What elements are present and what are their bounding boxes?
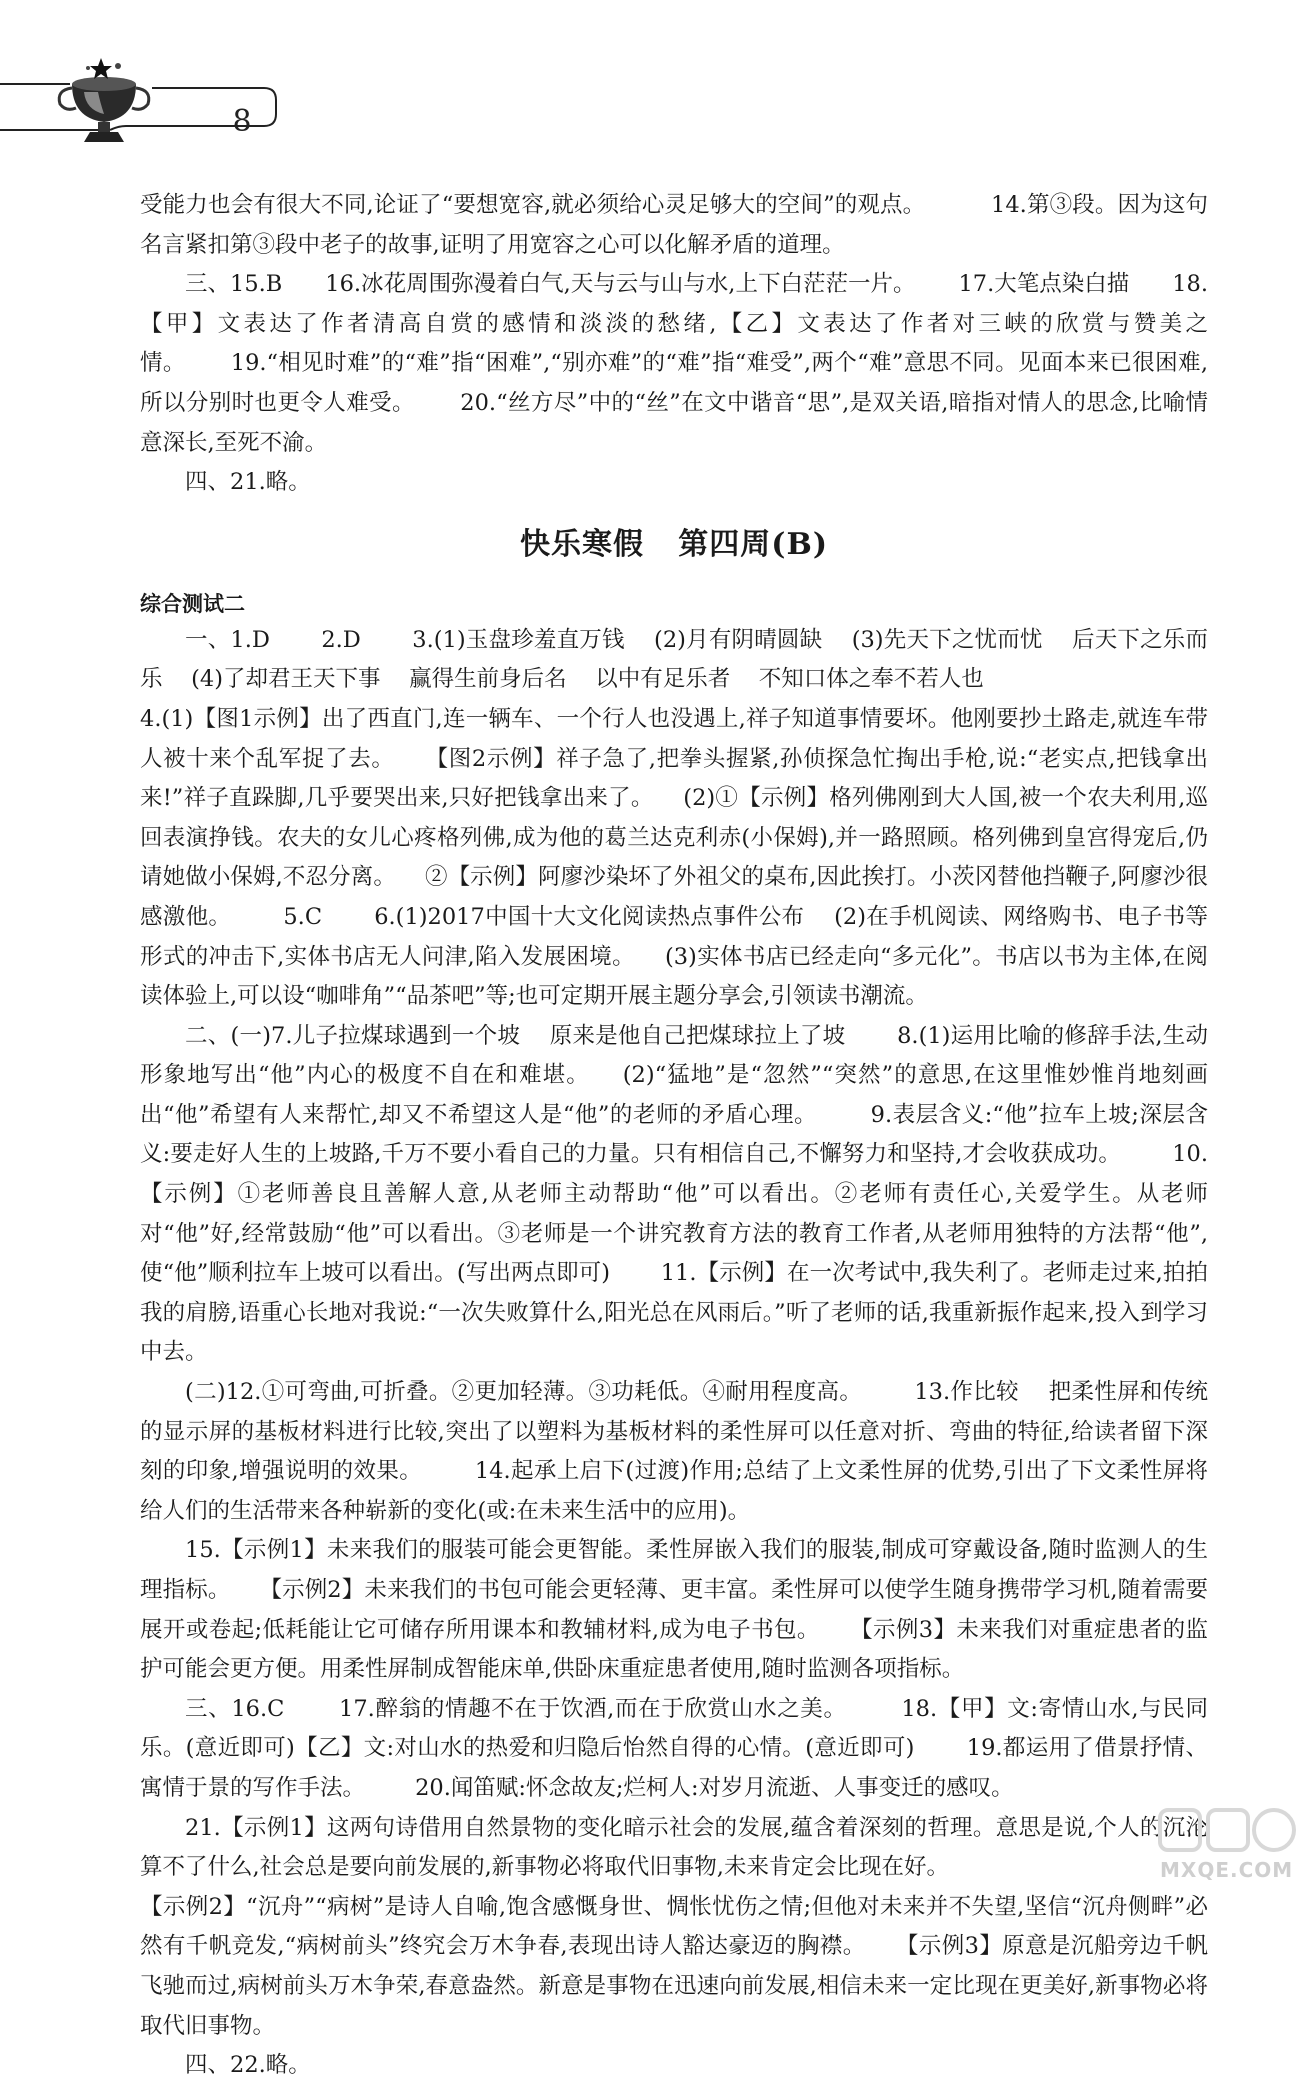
paragraph: (二)12.①可弯曲,可折叠。②更加轻薄。③功耗低。④耐用程度高。 13.作比较 把柔性屏和传统的显示屏的基板材料进行比较,突出了以塑料为基板材料的柔性屏可以任意对折、弯曲的特征,给读者留下深刻的印象,增强说明的效果。 14.起承上启下(过渡)作用;总结了上文柔性屏的优势,引出了下文柔性屏将给人们的生活带来各种崭新的变化(或:在未来生活中的应用)。: [140, 1379, 1208, 1524]
paragraph: 21.【示例1】这两句诗借用自然景物的变化暗示社会的发展,蕴含着深刻的哲理。意思是说,个人的沉沦算不了什么,社会总是要向前发展的,新事物必将取代旧事物,未来肯定会比现在好。: [140, 1814, 1208, 1881]
subsection-heading: 综合测试二: [140, 591, 245, 616]
paragraph: 三、16.C 17.醉翁的情趣不在于饮酒,而在于欣赏山水之美。 18.【甲】文:寄情山水,与民同乐。(意近即可)【乙】文:对山水的热爱和归隐后怡然自得的心情。(意近即可) 19.都运用了借景抒情、寓情于景的写作手法。 20.闻笛赋:怀念故友;烂柯人:对岁月流逝、人事变迁的感叹。: [140, 1695, 1208, 1801]
page-header: [0, 0, 1314, 170]
paragraph: 一、1.D 2.D 3.(1)玉盘珍羞直万钱 (2)月有阴晴圆缺 (3)先天下之忧而忧 后天下之乐而乐 (4)了却君王天下事 赢得生前身后名 以中有足乐者 不知口体之奉不若人也: [140, 626, 1208, 693]
paragraph: 【示例2】“沉舟”“病树”是诗人自喻,饱含感慨身世、惆怅忧伤之情;但他对未来并不失望,坚信“沉舟侧畔”必然有千帆竞发,“病树前头”终究会万木争春,表现出诗人豁达豪迈的胸襟。 【示例3】原意是沉船旁边千帆飞驰而过,病树前头万木争荣,春意盎然。新意是事物在迅速向前发展,相信未来一定比现在更美好,新事物必将取代旧事物。: [140, 1893, 1208, 2039]
paragraph: 四、21.略。: [185, 469, 311, 496]
trophy-icon: [0, 0, 300, 170]
page-number: 8: [232, 104, 252, 139]
answer-content: [140, 186, 1208, 2086]
watermark-text: MXQE.COM: [1160, 1858, 1294, 1882]
paragraph: 四、22.略。: [185, 2052, 311, 2079]
paragraph: 4.(1)【图1示例】出了西直门,连一辆车、一个行人也没遇上,祥子知道事情要坏。他刚要抄土路走,就连车带人被十来个乱军捉了去。 【图2示例】祥子急了,把拳头握紧,孙侦探急忙掏出手枪,说:“老实点,把钱拿出来!”祥子直跺脚,几乎要哭出来,只好把钱拿出来了。 (2)①【示例】格列佛刚到大人国,被一个农夫利用,巡回表演挣钱。农夫的女儿心疼格列佛,成为他的葛兰达克利赤(小保姆),并一路照顾。格列佛到皇宫得宠后,仍请她做小保姆,不忍分离。 ②【示例】阿廖沙染坏了外祖父的桌布,因此挨打。小茨冈替他挡鞭子,阿廖沙很感激他。 5.C 6.(1)2017中国十大文化阅读热点事件公布 (2)在手机阅读、网络购书、电子书等形式的冲击下,实体书店无人问津,陷入发展困境。 (3)实体书店已经走向“多元化”。书店以书为主体,在阅读体验上,可以设“咖啡角”“品茶吧”等;也可定期开展主题分享会,引领读书潮流。: [140, 705, 1208, 1010]
paragraph: 受能力也会有很大不同,论证了“要想宽容,就必须给心灵足够大的空间”的观点。 14.第③段。因为这句名言紧扣第③段中老子的故事,证明了用宽容之心可以化解矛盾的道理。: [140, 192, 1208, 258]
paragraph: 二、(一)7.儿子拉煤球遇到一个坡 原来是他自己把煤球拉上了坡 8.(1)运用比喻的修辞手法,生动形象地写出“他”内心的极度不自在和难堪。 (2)“猛地”是“忽然”“突然”的意思,在这里惟妙惟肖地刻画出“他”希望有人来帮忙,却又不希望这人是“他”的老师的矛盾心理。 9.表层含义:“他”拉车上坡;深层含义:要走好人生的上坡路,千万不要小看自己的力量。只有相信自己,不懈努力和坚持,才会收获成功。 10.【示例】①老师善良且善解人意,从老师主动帮助“他”可以看出。②老师有责任心,关爱学生。从老师对“他”好,经常鼓励“他”可以看出。③老师是一个讲究教育方法的教育工作者,从老师用独特的方法帮“他”,使“他”顺利拉车上坡可以看出。(写出两点即可) 11.【示例】在一次考试中,我失利了。老师走过来,拍拍我的肩膀,语重心长地对我说:“一次失败算什么,阳光总在风雨后。”听了老师的话,我重新振作起来,投入到学习中去。: [140, 1022, 1208, 1366]
paragraph: 15.【示例1】未来我们的服装可能会更智能。柔性屏嵌入我们的服装,制成可穿戴设备,随时监测人的生理指标。 【示例2】未来我们的书包可能会更轻薄、更丰富。柔性屏可以使学生随身携带学习机,随着需要展开或卷起;低耗能让它可储存所用课本和教辅材料,成为电子书包。 【示例3】未来我们对重症患者的监护可能会更方便。用柔性屏制成智能床单,供卧床重症患者使用,随时监测各项指标。: [140, 1537, 1208, 1683]
watermark-logo: [1110, 1800, 1310, 1900]
section-title: 快乐寒假 第四周(B): [519, 526, 829, 562]
paragraph: 三、15.B 16.冰花周围弥漫着白气,天与云与山与水,上下白茫茫一片。 17.大笔点染白描 18.【甲】文表达了作者清高自赏的感情和淡淡的愁绪,【乙】文表达了作者对三峡的欣赏与赞美之情。 19.“相见时难”的“难”指“困难”,“别亦难”的“难”指“难受”,两个“难”意思不同。见面本来已很困难,所以分别时也更令人难受。 20.“丝方尽”中的“丝”在文中谐音“思”,是双关语,暗指对情人的思念,比喻情意深长,至死不渝。: [140, 271, 1208, 456]
